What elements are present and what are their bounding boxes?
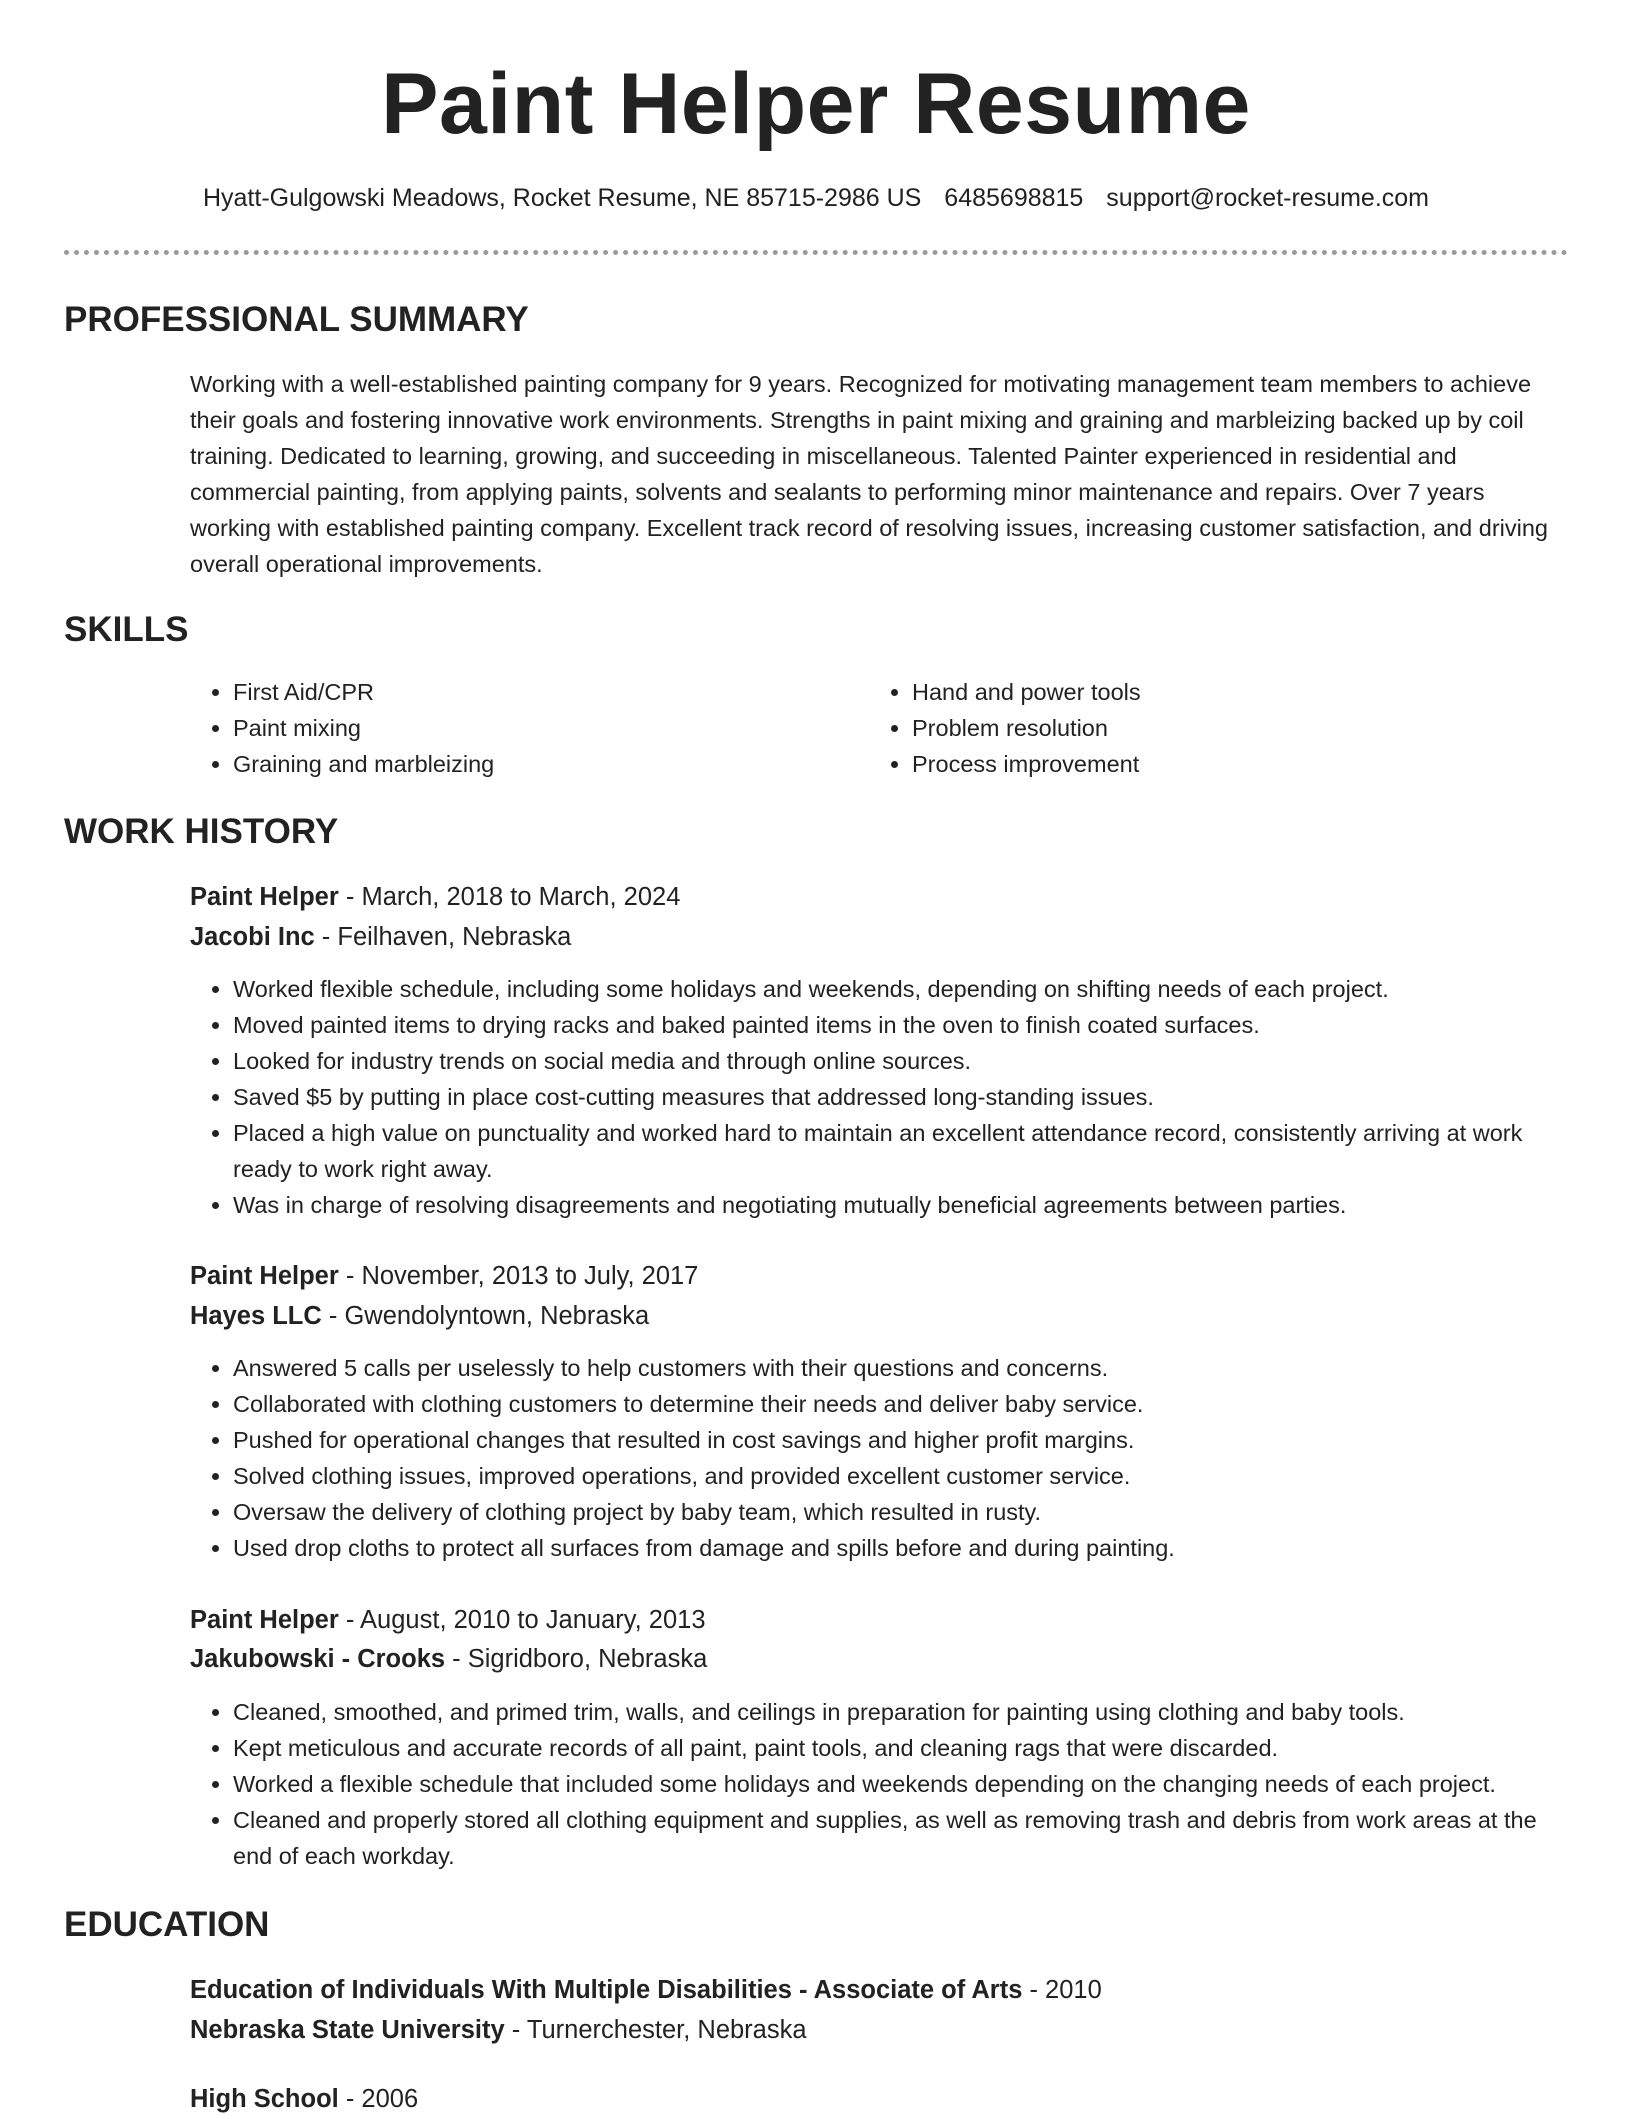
education-degree: Education of Individuals With Multiple Disabilities - Associate of Arts (190, 1976, 1023, 2004)
education-degree-line (190, 2079, 418, 2119)
job-location: - Feilhaven, Nebraska (314, 923, 572, 951)
job-company: Jakubowski - Crooks (190, 1645, 446, 1673)
job-company: Jacobi Inc (190, 923, 315, 951)
job-company-line (190, 1639, 707, 1679)
job-title-line (190, 1600, 706, 1640)
contact-phone: 6485698815 (944, 184, 1084, 212)
skill-item: • Graining and marbleizing (233, 746, 830, 782)
job-role: Paint Helper (190, 1606, 339, 1634)
job-location: - Gwendolyntown, Nebraska (321, 1302, 650, 1330)
contact-email: support@rocket-resume.com (1106, 184, 1430, 212)
education-year: - 2010 (1022, 1976, 1102, 2004)
work-history-heading: WORK HISTORY (64, 812, 339, 851)
duty-item: • Looked for industry trends on social media and through online sources. (233, 1043, 1580, 1079)
duty-item: • Oversaw the delivery of clothing project by baby team, which resulted in rusty. (233, 1494, 1580, 1530)
skills-right-column (869, 674, 1509, 782)
skill-item: • Hand and power tools (912, 674, 1509, 710)
education-degree-line (190, 1970, 1102, 2010)
duty-item: • Answered 5 calls per uselessly to help customers with their questions and concerns. (233, 1350, 1580, 1386)
contact-address: Hyatt-Gulgowski Meadows, Rocket Resume, NE 85715-2986 US (202, 184, 922, 212)
resume-title: Paint Helper Resume (381, 56, 1251, 152)
job-title-line (190, 877, 680, 917)
contact-line (0, 180, 1632, 216)
duty-item: • Collaborated with clothing customers to determine their needs and deliver baby service. (233, 1386, 1580, 1422)
education-heading: EDUCATION (64, 1905, 270, 1944)
duty-item: • Pushed for operational changes that resulted in cost savings and higher profit margins. (233, 1422, 1580, 1458)
job-duties (190, 971, 1580, 1223)
job-company-line (190, 917, 571, 957)
duty-item: • Cleaned, smoothed, and primed trim, walls, and ceilings in preparation for painting using clothing and baby tools. (233, 1694, 1580, 1730)
duty-item: • Worked a flexible schedule that included some holidays and weekends depending on the changing needs of each project. (233, 1766, 1580, 1802)
duty-item: • Used drop cloths to protect all surfaces from damage and spills before and during painting. (233, 1530, 1580, 1566)
duty-item: • Moved painted items to drying racks and baked painted items in the oven to finish coated surfaces. (233, 1007, 1580, 1043)
skill-item: • Paint mixing (233, 710, 830, 746)
education-school-line (190, 2010, 807, 2050)
job-dates: - March, 2018 to March, 2024 (338, 883, 681, 911)
skills-heading: SKILLS (64, 610, 189, 649)
job-company: Hayes LLC (190, 1302, 322, 1330)
header-divider (64, 250, 1568, 255)
duty-item: • Cleaned and properly stored all clothing equipment and supplies, as well as removing trash and debris from work areas at the end of each workday. (233, 1802, 1580, 1874)
skill-item: • Process improvement (912, 746, 1509, 782)
education-school: Nebraska State University (190, 2016, 505, 2044)
skills-left-column (190, 674, 830, 782)
education-location: - Turnerchester, Nebraska (504, 2016, 807, 2044)
duty-item: • Saved $5 by putting in place cost-cutting measures that addressed long-standing issues. (233, 1079, 1580, 1115)
summary-text: Working with a well-established painting company for 9 years. Recognized for motivating management team members to achieve their goals and fostering innovative work environments. Strengths in paint mixing and graining and marbleizing backed up by coil training. Dedicated to learning, growing, and succeeding in miscellaneous. Talented Painter experienced in residential and commercial painting, from applying paints, solvents and sealants to performing minor maintenance and repairs. Over 7 years working with established painting company. Excellent track record of resolving issues, increasing customer satisfaction, and driving overall operational improvements. (190, 371, 1548, 577)
job-role: Paint Helper (190, 1262, 339, 1290)
duty-item: • Placed a high value on punctuality and worked hard to maintain an excellent attendance record, consistently arriving at work ready to work right away. (233, 1115, 1580, 1187)
duty-item: • Kept meticulous and accurate records of all paint, paint tools, and cleaning rags that were discarded. (233, 1730, 1580, 1766)
job-dates: - August, 2010 to January, 2013 (338, 1606, 706, 1634)
job-duties (190, 1694, 1580, 1874)
job-title-line (190, 1256, 698, 1296)
job-location: - Sigridboro, Nebraska (445, 1645, 708, 1673)
duty-item: • Worked flexible schedule, including some holidays and weekends, depending on shifting needs of each project. (233, 971, 1580, 1007)
job-role: Paint Helper (190, 883, 339, 911)
duty-item: • Was in charge of resolving disagreements and negotiating mutually beneficial agreements between parties. (233, 1187, 1580, 1223)
job-dates: - November, 2013 to July, 2017 (338, 1262, 699, 1290)
education-degree: High School (190, 2085, 339, 2113)
summary-heading: PROFESSIONAL SUMMARY (64, 300, 529, 339)
job-company-line (190, 1296, 649, 1336)
duty-item: • Solved clothing issues, improved operations, and provided excellent customer service. (233, 1458, 1580, 1494)
education-year: - 2006 (338, 2085, 419, 2113)
job-duties (190, 1350, 1580, 1566)
skill-item: • Problem resolution (912, 710, 1509, 746)
skill-item: • First Aid/CPR (233, 674, 830, 710)
